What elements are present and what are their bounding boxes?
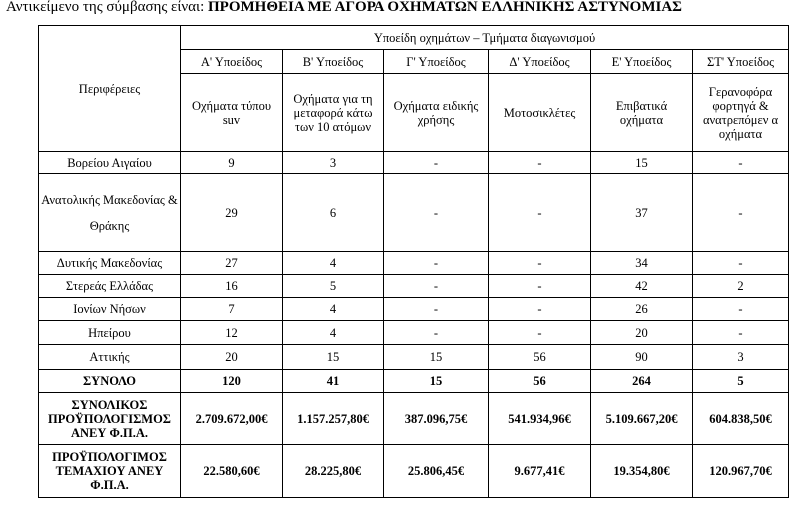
table-cell: - [489, 252, 591, 275]
table-row [39, 174, 789, 252]
subtype-description: Οχήματα για τη μεταφορά κάτω των 10 ατόμων [283, 74, 384, 152]
table-cell: 15 [283, 345, 384, 370]
table-cell: - [384, 275, 489, 298]
table-cell: 16 [181, 275, 283, 298]
budget-cell: 2.709.672,00€ [181, 393, 283, 445]
table-cell: 4 [283, 298, 384, 321]
region-name: Ηπείρου [39, 321, 181, 345]
subtype-description: Οχήματα ειδικής χρήσης [384, 74, 489, 152]
subtype-header: Δ' Υποείδος [489, 50, 591, 74]
region-name: Βορείου Αιγαίου [39, 152, 181, 174]
budget-cell: 541.934,96€ [489, 393, 591, 445]
region-name: Στερεάς Ελλάδας [39, 275, 181, 298]
table-cell: - [384, 321, 489, 345]
total-cell: 5 [693, 370, 789, 393]
total-cell: 15 [384, 370, 489, 393]
table-cell: 4 [283, 321, 384, 345]
vehicles-table [38, 25, 789, 498]
budget-cell: 1.157.257,80€ [283, 393, 384, 445]
table-cell: - [693, 174, 789, 252]
table-cell: - [489, 152, 591, 174]
table-row [39, 152, 789, 174]
budget-cell: 5.109.667,20€ [591, 393, 693, 445]
table-cell: - [489, 298, 591, 321]
table-cell: 42 [591, 275, 693, 298]
subtype-header: ΣΤ' Υποείδος [693, 50, 789, 74]
subtype-description: Μοτοσικλέτες [489, 74, 591, 152]
heading-subject: ΠΡΟΜΗΘΕΙΑ ΜΕ ΑΓΟΡΑ ΟΧΗΜΑΤΩΝ ΕΛΛΗΝΙΚΗΣ ΑΣΤΥΝΟΜΙΑΣ [208, 0, 682, 15]
total-cell: 41 [283, 370, 384, 393]
table-cell: - [384, 252, 489, 275]
budget-row [39, 393, 789, 445]
table-cell: 5 [283, 275, 384, 298]
contract-subject-heading [6, 0, 798, 20]
heading-prefix: Αντικείμενο της σύμβασης είναι: [6, 0, 205, 15]
total-cell: 120 [181, 370, 283, 393]
table-cell: - [693, 252, 789, 275]
table-cell: 7 [181, 298, 283, 321]
subtype-header: Ε' Υποείδος [591, 50, 693, 74]
table-cell: 4 [283, 252, 384, 275]
table-row [39, 298, 789, 321]
table-cell: 37 [591, 174, 693, 252]
subtype-header: Β' Υποείδος [283, 50, 384, 74]
table-cell: 15 [591, 152, 693, 174]
table-cell: - [489, 174, 591, 252]
region-name: Δυτικής Μακεδονίας [39, 252, 181, 275]
table-cell: 29 [181, 174, 283, 252]
table-cell: 2 [693, 275, 789, 298]
total-cell: 264 [591, 370, 693, 393]
table-cell: - [489, 275, 591, 298]
unit-budget-row [39, 445, 789, 498]
subtype-description: Επιβατικά οχήματα [591, 74, 693, 152]
region-name: Ιονίων Νήσων [39, 298, 181, 321]
table-cell: 20 [591, 321, 693, 345]
region-name: Αττικής [39, 345, 181, 370]
table-cell: 15 [384, 345, 489, 370]
table-cell: 27 [181, 252, 283, 275]
table-cell: 3 [283, 152, 384, 174]
unit-budget-cell: 28.225,80€ [283, 445, 384, 498]
unit-budget-cell: 120.967,70€ [693, 445, 789, 498]
unit-budget-label: ΠΡΟΫΠΟΛΟΓΙΜΟΣ ΤΕΜΑΧΙΟΥ ΑΝΕΥ Φ.Π.Α. [39, 445, 181, 498]
subtype-header: Γ' Υποείδος [384, 50, 489, 74]
table-cell: 12 [181, 321, 283, 345]
subtype-header: Α' Υποείδος [181, 50, 283, 74]
unit-budget-cell: 22.580,60€ [181, 445, 283, 498]
region-name: Ανατολικής Μακεδονίας & Θράκης [39, 174, 181, 252]
table-cell: 56 [489, 345, 591, 370]
table-row [39, 321, 789, 345]
table-cell: 6 [283, 174, 384, 252]
table-cell: - [693, 321, 789, 345]
table-row [39, 345, 789, 370]
table-cell: - [384, 298, 489, 321]
regions-header: Περιφέρειες [39, 26, 181, 152]
budget-cell: 604.838,50€ [693, 393, 789, 445]
unit-budget-cell: 25.806,45€ [384, 445, 489, 498]
total-cell: 56 [489, 370, 591, 393]
table-cell: - [489, 321, 591, 345]
subtype-description: Οχήματα τύπου suv [181, 74, 283, 152]
table-cell: 90 [591, 345, 693, 370]
table-cell: - [384, 174, 489, 252]
table-cell: - [693, 152, 789, 174]
total-label: ΣΥΝΟΛΟ [39, 370, 181, 393]
unit-budget-cell: 19.354,80€ [591, 445, 693, 498]
table-row [39, 252, 789, 275]
budget-cell: 387.096,75€ [384, 393, 489, 445]
total-row [39, 370, 789, 393]
table-cell: - [693, 298, 789, 321]
group-header: Υποείδη οχημάτων – Τμήματα διαγωνισμού [181, 26, 789, 50]
budget-label: ΣΥΝΟΛΙΚΟΣ ΠΡΟΫΠΟΛΟΓΙΣΜΟΣ ΑΝΕΥ Φ.Π.Α. [39, 393, 181, 445]
subtype-description: Γερανοφόρα φορτηγά & ανατρεπόμεν α οχήματα [693, 74, 789, 152]
unit-budget-cell: 9.677,41€ [489, 445, 591, 498]
table-cell: 9 [181, 152, 283, 174]
table-cell: 34 [591, 252, 693, 275]
table-cell: 3 [693, 345, 789, 370]
table-row [39, 275, 789, 298]
table-cell: 20 [181, 345, 283, 370]
table-cell: 26 [591, 298, 693, 321]
table-cell: - [384, 152, 489, 174]
